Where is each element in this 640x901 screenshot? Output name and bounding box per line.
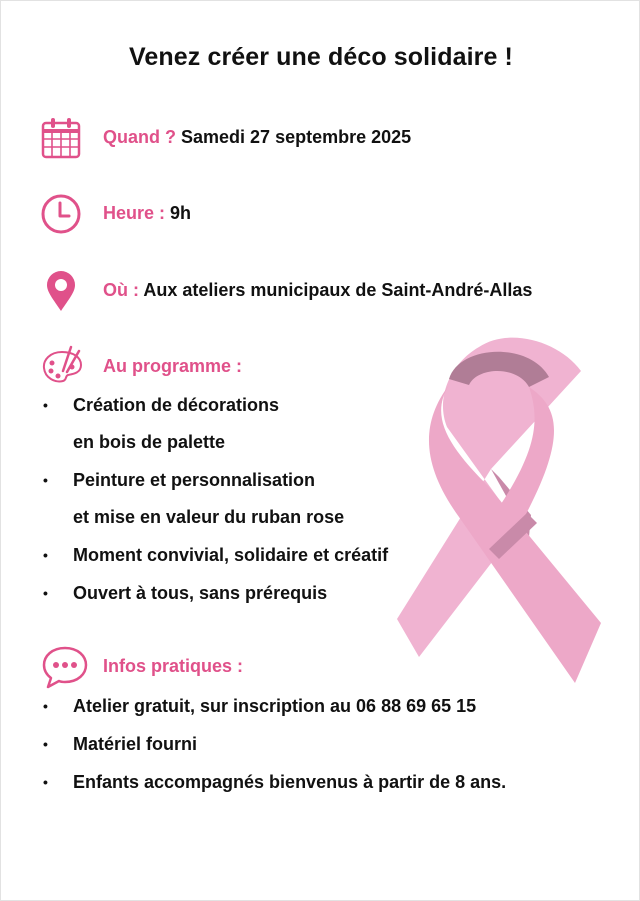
location-pin-icon: [41, 269, 81, 313]
info-place: [41, 269, 621, 313]
time-value: 9h: [170, 203, 192, 223]
info-when: [41, 116, 621, 160]
bullet-dot: •: [43, 472, 48, 488]
place-label: Où :: [103, 280, 139, 300]
place-value: Aux ateliers municipaux de Saint-André-Allas: [143, 280, 533, 300]
practical-heading: [41, 645, 441, 689]
palette-icon: [41, 345, 83, 387]
chat-bubble-icon: [41, 645, 89, 689]
practical-heading-label: Infos pratiques :: [103, 656, 244, 676]
practical-item-text: Matériel fourni: [73, 734, 198, 754]
bullet-dot: •: [43, 547, 48, 563]
calendar-icon: [41, 116, 81, 160]
bullet-dot: •: [43, 736, 48, 752]
practical-item-text: Atelier gratuit, sur inscription au 06 88 69 65 15: [73, 696, 477, 716]
bullet-dot: •: [43, 585, 48, 601]
program-item-line1: Peinture et personnalisation: [73, 470, 316, 490]
program-item-line2: et mise en valeur du ruban rose: [73, 507, 345, 527]
when-value: Samedi 27 septembre 2025: [181, 127, 412, 147]
program-heading: [41, 345, 441, 389]
time-text: [103, 203, 191, 224]
clock-icon: [41, 192, 81, 236]
page-title: Venez créer une déco solidaire !: [129, 43, 513, 71]
program-item-line1: Ouvert à tous, sans prérequis: [73, 583, 328, 603]
practical-item-text: Enfants accompagnés bienvenus à partir de 8 ans.: [73, 772, 507, 792]
program-item-line2: en bois de palette: [73, 432, 226, 452]
place-text: [103, 280, 532, 301]
when-text: [103, 127, 411, 148]
program-item-line1: Moment convivial, solidaire et créatif: [73, 545, 389, 565]
program-heading-label: Au programme :: [103, 356, 243, 376]
time-label: Heure :: [103, 203, 166, 223]
info-time: [41, 192, 621, 236]
program-item-line1: Création de décorations: [73, 395, 280, 415]
bullet-dot: •: [43, 397, 48, 413]
bullet-dot: •: [43, 698, 48, 714]
when-label: Quand ?: [103, 127, 176, 147]
bullet-dot: •: [43, 774, 48, 790]
